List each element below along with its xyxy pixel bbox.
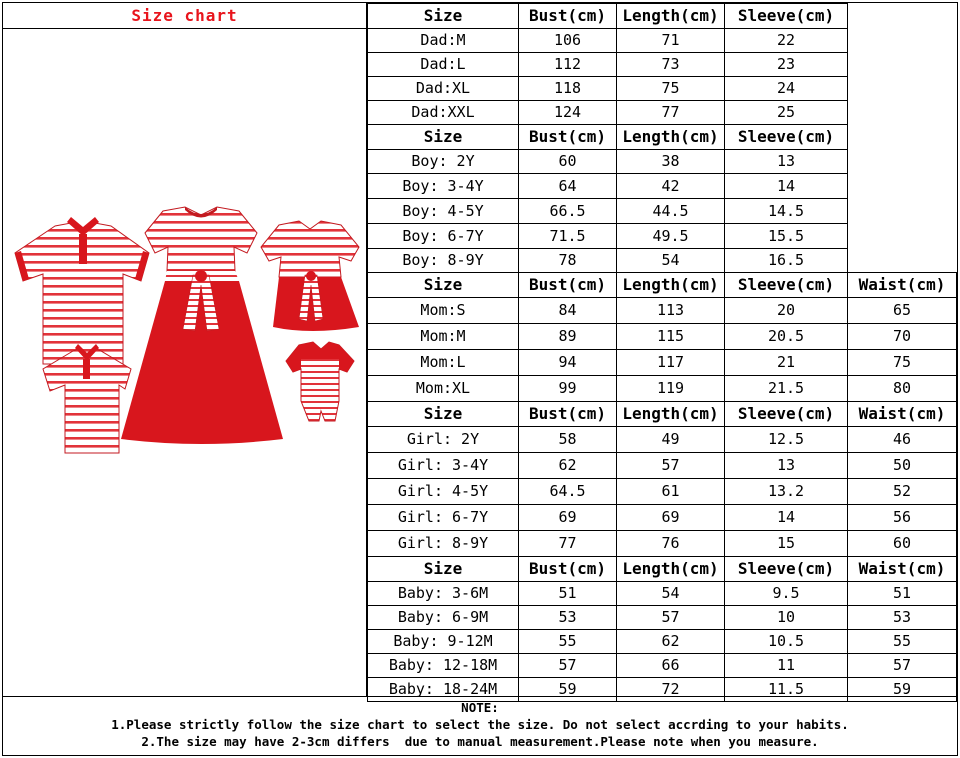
waist-cell: 50 — [848, 453, 957, 479]
left-panel — [3, 3, 367, 696]
table-row — [368, 453, 957, 479]
length-cell: 49 — [617, 427, 725, 453]
note-title: NOTE: — [461, 700, 499, 715]
length-cell: 117 — [617, 350, 725, 376]
size-cell: Baby: 9-12M — [368, 630, 519, 654]
size-cell: Boy: 3-4Y — [368, 174, 519, 199]
length-cell: 57 — [617, 606, 725, 630]
waist-cell: 80 — [848, 376, 957, 402]
sleeve-cell: 16.5 — [725, 249, 848, 273]
header-bust: Bust(cm) — [519, 402, 617, 427]
header-waist: Waist(cm) — [848, 273, 957, 298]
mom-header-row — [368, 273, 957, 298]
bust-cell: 94 — [519, 350, 617, 376]
table-row — [368, 606, 957, 630]
header-bust: Bust(cm) — [519, 273, 617, 298]
header-sleeve: Sleeve(cm) — [725, 557, 848, 582]
size-cell: Boy: 8-9Y — [368, 249, 519, 273]
bust-cell: 64 — [519, 174, 617, 199]
dad-polo-shirt-icon — [15, 217, 149, 364]
size-cell: Girl: 3-4Y — [368, 453, 519, 479]
sleeve-cell: 15 — [725, 531, 848, 557]
size-cell: Boy: 6-7Y — [368, 224, 519, 249]
bust-cell: 60 — [519, 150, 617, 174]
header-sleeve: Sleeve(cm) — [725, 125, 848, 150]
header-sleeve: Sleeve(cm) — [725, 402, 848, 427]
length-cell: 57 — [617, 453, 725, 479]
bust-cell: 71.5 — [519, 224, 617, 249]
size-cell: Dad:L — [368, 53, 519, 77]
size-cell: Girl: 2Y — [368, 427, 519, 453]
header-size: Size — [368, 273, 519, 298]
baby-romper-icon — [286, 342, 354, 421]
size-cell: Baby: 3-6M — [368, 582, 519, 606]
waist-cell: 56 — [848, 505, 957, 531]
length-cell: 69 — [617, 505, 725, 531]
header-waist: Waist(cm) — [848, 557, 957, 582]
sleeve-cell: 25 — [725, 101, 848, 125]
family-outfits-illustration — [3, 29, 366, 696]
sleeve-cell: 13 — [725, 150, 848, 174]
bust-cell: 57 — [519, 654, 617, 678]
length-cell: 54 — [617, 249, 725, 273]
size-chart-sheet — [2, 2, 958, 756]
header-length: Length(cm) — [617, 402, 725, 427]
length-cell: 72 — [617, 678, 725, 702]
size-cell: Boy: 4-5Y — [368, 199, 519, 224]
sleeve-cell: 21 — [725, 350, 848, 376]
sleeve-cell: 12.5 — [725, 427, 848, 453]
size-cell: Dad:M — [368, 29, 519, 53]
bust-cell: 59 — [519, 678, 617, 702]
waist-cell: 75 — [848, 350, 957, 376]
sleeve-cell: 9.5 — [725, 582, 848, 606]
size-cell: Boy: 2Y — [368, 150, 519, 174]
waist-cell: 46 — [848, 427, 957, 453]
bust-cell: 69 — [519, 505, 617, 531]
length-cell: 71 — [617, 29, 725, 53]
length-cell: 113 — [617, 298, 725, 324]
table-row — [368, 427, 957, 453]
length-cell: 115 — [617, 324, 725, 350]
note-section — [3, 696, 957, 755]
waist-cell: 53 — [848, 606, 957, 630]
sleeve-cell: 15.5 — [725, 224, 848, 249]
header-length: Length(cm) — [617, 273, 725, 298]
empty-cell — [848, 4, 957, 249]
size-cell: Mom:S — [368, 298, 519, 324]
size-cell: Baby: 18-24M — [368, 678, 519, 702]
bust-cell: 58 — [519, 427, 617, 453]
sleeve-cell: 22 — [725, 29, 848, 53]
header-bust: Bust(cm) — [519, 125, 617, 150]
sleeve-cell: 10.5 — [725, 630, 848, 654]
sleeve-cell: 14 — [725, 505, 848, 531]
waist-cell: 51 — [848, 582, 957, 606]
bust-cell: 77 — [519, 531, 617, 557]
bust-cell: 84 — [519, 298, 617, 324]
length-cell: 119 — [617, 376, 725, 402]
table-row — [368, 654, 957, 678]
table-row — [368, 505, 957, 531]
size-cell: Dad:XXL — [368, 101, 519, 125]
size-cell: Baby: 12-18M — [368, 654, 519, 678]
size-cell: Girl: 8-9Y — [368, 531, 519, 557]
sleeve-cell: 13 — [725, 453, 848, 479]
table-row — [368, 582, 957, 606]
bust-cell: 118 — [519, 77, 617, 101]
bust-cell: 66.5 — [519, 199, 617, 224]
bust-cell: 64.5 — [519, 479, 617, 505]
sleeve-cell: 13.2 — [725, 479, 848, 505]
header-size: Size — [368, 557, 519, 582]
size-table — [367, 3, 957, 702]
sleeve-cell: 14.5 — [725, 199, 848, 224]
bust-cell: 106 — [519, 29, 617, 53]
bust-cell: 51 — [519, 582, 617, 606]
size-cell: Mom:XL — [368, 376, 519, 402]
header-size: Size — [368, 125, 519, 150]
size-cell: Girl: 6-7Y — [368, 505, 519, 531]
length-cell: 76 — [617, 531, 725, 557]
bust-cell: 62 — [519, 453, 617, 479]
length-cell: 61 — [617, 479, 725, 505]
sleeve-cell: 10 — [725, 606, 848, 630]
bust-cell: 78 — [519, 249, 617, 273]
waist-cell: 65 — [848, 298, 957, 324]
size-cell: Dad:XL — [368, 77, 519, 101]
header-sleeve: Sleeve(cm) — [725, 4, 848, 29]
sleeve-cell: 11 — [725, 654, 848, 678]
header-bust: Bust(cm) — [519, 557, 617, 582]
table-row — [368, 376, 957, 402]
sleeve-cell: 20 — [725, 298, 848, 324]
bust-cell: 99 — [519, 376, 617, 402]
header-sleeve: Sleeve(cm) — [725, 273, 848, 298]
table-row — [368, 479, 957, 505]
length-cell: 73 — [617, 53, 725, 77]
bust-cell: 53 — [519, 606, 617, 630]
table-row — [368, 630, 957, 654]
header-bust: Bust(cm) — [519, 4, 617, 29]
size-cell: Baby: 6-9M — [368, 606, 519, 630]
waist-cell: 59 — [848, 678, 957, 702]
waist-cell: 70 — [848, 324, 957, 350]
header-length: Length(cm) — [617, 125, 725, 150]
mom-maxi-dress-icon — [121, 207, 283, 444]
length-cell: 44.5 — [617, 199, 725, 224]
header-size: Size — [368, 4, 519, 29]
girl-header-row — [368, 402, 957, 427]
header-size: Size — [368, 402, 519, 427]
size-chart-title: Size chart — [3, 3, 366, 29]
note-line-2: 2.The size may have 2-3cm differs due to manual measurement.Please note when you measure. — [141, 734, 819, 749]
length-cell: 66 — [617, 654, 725, 678]
bust-cell: 55 — [519, 630, 617, 654]
table-row — [368, 531, 957, 557]
length-cell: 49.5 — [617, 224, 725, 249]
waist-cell: 57 — [848, 654, 957, 678]
header-length: Length(cm) — [617, 4, 725, 29]
table-row — [368, 298, 957, 324]
length-cell: 77 — [617, 101, 725, 125]
length-cell: 42 — [617, 174, 725, 199]
sleeve-cell: 21.5 — [725, 376, 848, 402]
note-line-1: 1.Please strictly follow the size chart to select the size. Do not select accrding to your habits. — [111, 717, 849, 732]
length-cell: 54 — [617, 582, 725, 606]
size-cell: Girl: 4-5Y — [368, 479, 519, 505]
length-cell: 62 — [617, 630, 725, 654]
sleeve-cell: 24 — [725, 77, 848, 101]
size-cell: Mom:M — [368, 324, 519, 350]
bust-cell: 124 — [519, 101, 617, 125]
sleeve-cell: 11.5 — [725, 678, 848, 702]
waist-cell: 52 — [848, 479, 957, 505]
baby-header-row — [368, 557, 957, 582]
table-row — [368, 350, 957, 376]
dad-header-row — [368, 4, 957, 29]
size-cell: Mom:L — [368, 350, 519, 376]
girl-dress-icon — [261, 221, 359, 331]
sleeve-cell: 23 — [725, 53, 848, 77]
length-cell: 75 — [617, 77, 725, 101]
sleeve-cell: 20.5 — [725, 324, 848, 350]
header-waist: Waist(cm) — [848, 402, 957, 427]
sleeve-cell: 14 — [725, 174, 848, 199]
table-row — [368, 324, 957, 350]
header-length: Length(cm) — [617, 557, 725, 582]
length-cell: 38 — [617, 150, 725, 174]
waist-cell: 55 — [848, 630, 957, 654]
bust-cell: 89 — [519, 324, 617, 350]
table-row — [368, 249, 957, 273]
bust-cell: 112 — [519, 53, 617, 77]
waist-cell: 60 — [848, 531, 957, 557]
